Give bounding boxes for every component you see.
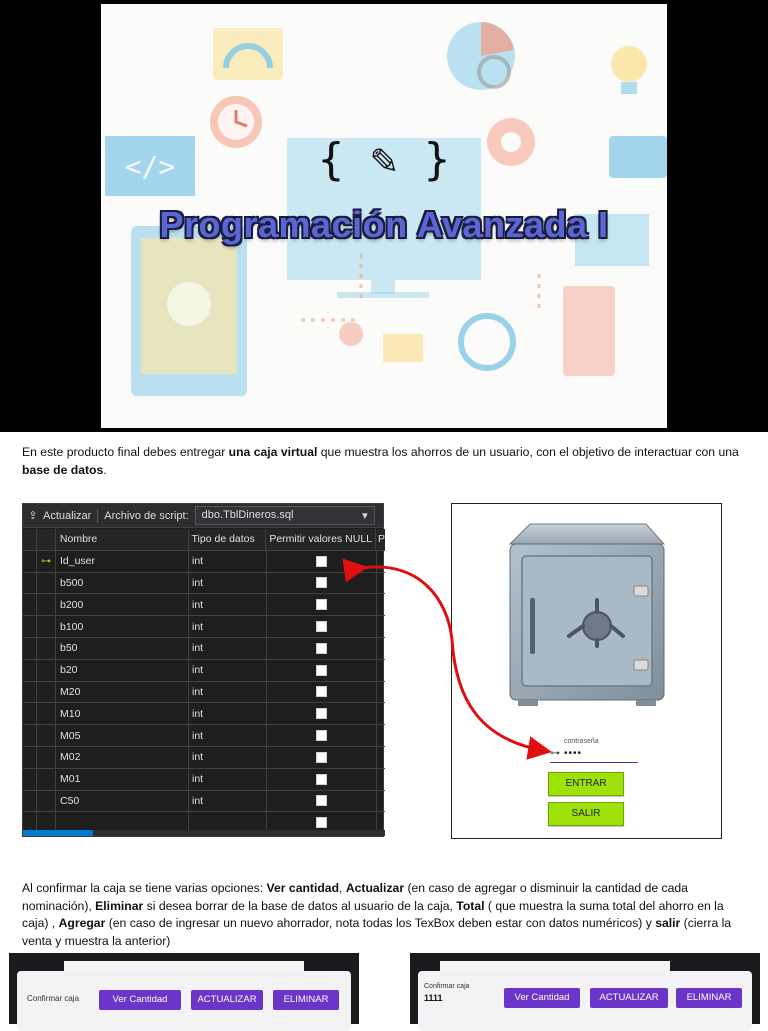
- intro-bold-1: una caja virtual: [228, 445, 318, 459]
- column-name-cell[interactable]: b200: [56, 594, 189, 615]
- data-type-cell[interactable]: int: [189, 660, 267, 681]
- data-type-cell[interactable]: int: [189, 791, 267, 812]
- options-text-5: ( que muestra la suma total del ahorro en la caja) ,: [22, 898, 724, 930]
- column-name-cell[interactable]: b20: [56, 660, 189, 681]
- column-header-name[interactable]: Nombre: [56, 529, 189, 550]
- data-type-cell[interactable]: int: [189, 747, 267, 768]
- options-text-4: si desea borrar de la base de datos al usuario de la caja,: [143, 898, 457, 913]
- data-type-cell[interactable]: int: [189, 769, 267, 790]
- confirm-label: Confirmar caja: [424, 983, 470, 990]
- options-bold-4: Total: [456, 898, 485, 913]
- intro-bold-2: base de datos: [22, 462, 104, 477]
- options-bold-6: salir: [655, 916, 681, 930]
- column-header-type[interactable]: Tipo de datos: [189, 529, 267, 550]
- screenshot-left: [9, 953, 359, 1024]
- options-bold-5: Agregar: [58, 916, 106, 930]
- options-text-3: (en caso de agregar o disminuir la cantidad de cada nominación),: [22, 881, 688, 913]
- action-card: [17, 971, 351, 1031]
- column-name-cell[interactable]: M20: [56, 682, 189, 703]
- options-bold-1: Ver cantidad: [266, 881, 340, 895]
- options-text-6: (en caso de ingresar un nuevo ahorrador, nota todas los TexBox deben estar con datos numéricos) y: [105, 916, 656, 930]
- eliminar-button[interactable]: ELIMINAR: [676, 988, 742, 1008]
- column-name-cell[interactable]: b50: [56, 638, 189, 659]
- column-name-cell[interactable]: M10: [56, 703, 189, 724]
- ver-cantidad-button[interactable]: Ver Cantidad: [99, 990, 181, 1010]
- data-type-cell[interactable]: int: [189, 616, 267, 637]
- data-type-cell[interactable]: int: [189, 551, 267, 572]
- enter-button[interactable]: ENTRAR: [548, 772, 624, 796]
- confirm-label: Confirmar caja: [27, 994, 80, 1003]
- actualizar-button[interactable]: ACTUALIZAR: [191, 990, 263, 1010]
- actualizar-button[interactable]: ACTUALIZAR: [590, 988, 668, 1008]
- options-text-1: Al confirmar la caja se tiene varias opciones:: [22, 881, 267, 895]
- data-type-cell[interactable]: int: [189, 594, 267, 615]
- password-input[interactable]: ••••: [550, 747, 638, 763]
- chevron-down-icon: ▾: [362, 510, 368, 522]
- script-file-label: Archivo de script:: [104, 509, 189, 522]
- data-type-cell[interactable]: int: [189, 682, 267, 703]
- options-text-2: ,: [339, 881, 346, 895]
- data-type-cell[interactable]: int: [189, 573, 267, 594]
- intro-text-3: .: [103, 462, 107, 477]
- action-card: [418, 971, 752, 1031]
- options-paragraph: [22, 880, 752, 950]
- column-name-cell[interactable]: C50: [56, 791, 189, 812]
- column-header-extra[interactable]: P: [378, 533, 386, 546]
- options-bold-2: Actualizar: [345, 881, 405, 895]
- refresh-button[interactable]: Actualizar: [43, 509, 92, 522]
- options-text-7: (cierra la venta y muestra la anterior): [22, 916, 732, 948]
- pencil-braces-icon: { ✎ }: [317, 134, 451, 185]
- options-bold-3: Eliminar: [95, 898, 144, 913]
- key-icon: ⊶: [550, 748, 560, 759]
- column-name-cell[interactable]: Id_user: [56, 551, 189, 572]
- screenshot-right: [410, 953, 760, 1024]
- confirm-value[interactable]: 1111: [424, 993, 443, 1003]
- data-type-cell[interactable]: int: [189, 703, 267, 724]
- column-name-cell[interactable]: b500: [56, 573, 189, 594]
- password-label: contraseña: [564, 738, 599, 745]
- column-header-nullable[interactable]: Permitir valores NULL: [266, 529, 376, 550]
- intro-text-1: En este producto final debes entregar: [22, 445, 229, 459]
- script-file-value: dbo.TblDineros.sql: [201, 509, 294, 521]
- eliminar-button[interactable]: ELIMINAR: [273, 990, 339, 1010]
- ver-cantidad-button[interactable]: Ver Cantidad: [504, 988, 580, 1008]
- data-type-cell[interactable]: int: [189, 725, 267, 746]
- exit-button[interactable]: SALIR: [548, 802, 624, 826]
- data-type-cell[interactable]: int: [189, 638, 267, 659]
- svg-text:</>: </>: [124, 150, 176, 183]
- column-name-cell[interactable]: b100: [56, 616, 189, 637]
- window-topbar: [64, 961, 304, 971]
- column-name-cell[interactable]: M01: [56, 769, 189, 790]
- banner-title: Programación Avanzada I: [159, 204, 609, 245]
- column-name-cell[interactable]: M02: [56, 747, 189, 768]
- refresh-icon[interactable]: ⇪: [28, 510, 38, 522]
- intro-text-2: que muestra los ahorros de un usuario, con el objetivo de interactuar con una: [317, 445, 739, 459]
- window-topbar: [440, 961, 670, 971]
- primary-key-icon: ⊶: [37, 551, 56, 572]
- column-name-cell[interactable]: M05: [56, 725, 189, 746]
